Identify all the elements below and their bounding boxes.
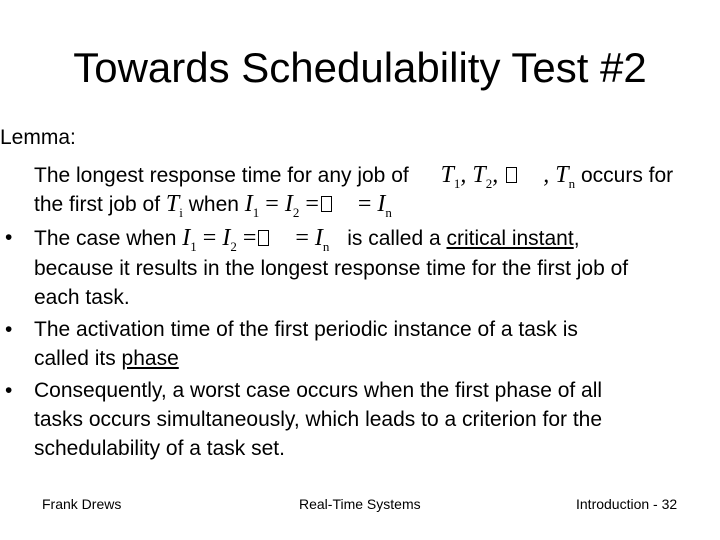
phase-term: phase <box>121 347 179 370</box>
task-i-formula: $T_i$ <box>165 191 183 220</box>
critical-instant-term: critical instant <box>446 227 574 250</box>
placeholder-glyph-icon <box>321 196 332 212</box>
lemma-line-2-when: when <box>188 193 239 216</box>
bullet-1-line-1 <box>34 225 580 253</box>
bullet-1-line-3: each task. <box>34 286 130 309</box>
bullet-1-after: , <box>573 227 580 250</box>
lemma-line-2-text: the first job of <box>34 193 161 216</box>
placeholder-glyph-icon <box>258 230 269 246</box>
lemma-line-1-tail: occurs for <box>580 164 674 187</box>
lemma-line-1-text: The longest response time for any job of <box>34 164 409 187</box>
critical-instant-formula: $I_1 = I_2$ = = $I_n$ <box>182 225 330 254</box>
bullet-2-marker: • <box>5 318 13 341</box>
slide-title: Towards Schedulability Test #2 <box>73 44 647 91</box>
lemma-line-1 <box>34 162 673 190</box>
bullet-2-line-2 <box>34 346 179 373</box>
bullet-1-prefix: The case when <box>34 227 177 250</box>
task-list-formula: $T_1$, $T_2$, , $T_n$ <box>440 162 576 191</box>
placeholder-glyph-icon <box>506 167 517 183</box>
bullet-1-marker: • <box>5 226 13 249</box>
bullet-3-marker: • <box>5 379 13 402</box>
bullet-2-prefix: called its <box>34 347 116 370</box>
bullet-3-line-2: tasks occurs simultaneously, which leads to a criterion for the <box>34 408 603 431</box>
footer-author: Frank Drews <box>42 496 122 512</box>
bullet-1-line-2: because it results in the longest response time for the first job of <box>34 257 629 280</box>
bullet-3-line-1: Consequently, a worst case occurs when the first phase of all <box>34 379 603 402</box>
equal-phases-formula: $I_1 = I_2$ = = $I_n$ <box>244 191 392 220</box>
bullet-1-mid: is called a <box>347 227 441 250</box>
lemma-line-2 <box>34 191 392 219</box>
bullet-3-line-3: schedulability of a task set. <box>34 437 285 460</box>
bullet-2-line-1: The activation time of the first periodic instance of a task is <box>34 318 578 341</box>
lemma-heading: Lemma: <box>0 126 76 149</box>
footer-slide-number: Introduction - 32 <box>576 496 678 512</box>
footer-course: Real-Time Systems <box>299 496 421 512</box>
